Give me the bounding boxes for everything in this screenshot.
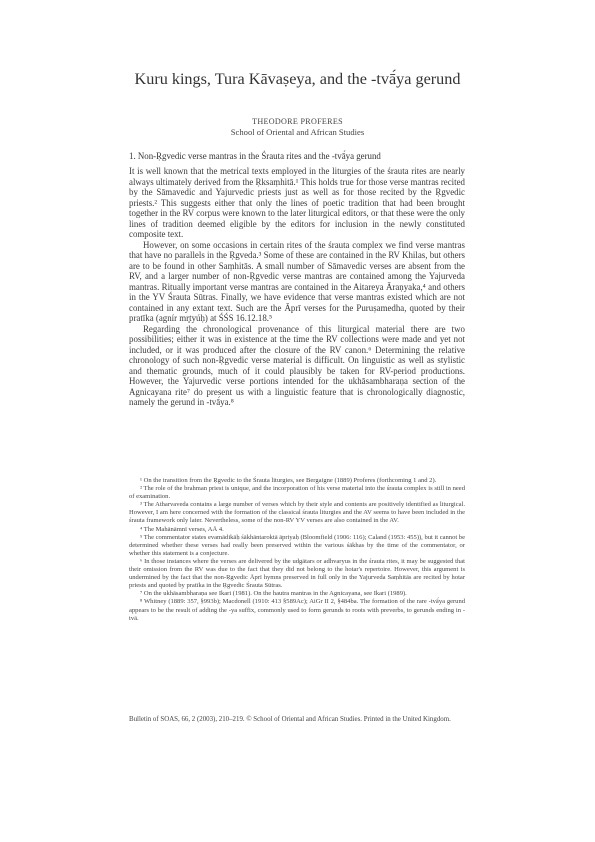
- author-affiliation: School of Oriental and African Studies: [230, 127, 365, 137]
- footnote: ² The role of the brahman priest is unique, and the incorporation of his verse material into the śrauta complex is still in need of examination.: [129, 485, 465, 501]
- article-title: Kuru kings, Tura Kāvaṣeya, and the -tvā́ya gerund: [134, 70, 461, 88]
- footnote: ¹ On the transition from the Ṛgvedic to the Śrauta liturgies, see Bergaigne (1889) Proferes (forthcoming 1 and 2).: [140, 477, 437, 484]
- paragraph: It is well known that the metrical texts employed in the liturgies of the śrauta rites are nearly always ultimately derived from the Ṛksaṃhitā.¹ This holds true for those verse mantras recited by the Sāmavedic and Yajurvedic priests just as well as for those recited by the Ṛgvedic priests.² This suggests either that only the lines of poetic tradition that had been brought together in the RV corpus were known to the later liturgical editors, or that these were the only lines of tradition deemed eligible by the editors for inclusion in the newly constituted composite text.: [129, 166, 465, 239]
- footnote: ⁸ Whitney (1889: 357, §993b); Macdonell (1910: 413 §589Ac); AiGr II 2, §484ba. The formation of the rare -tvā́ya gerund appears to be the result of adding the -ya suffix, commonly used to form gerunds to roots with preverbs, to gerunds ending in -tvā.: [129, 598, 465, 622]
- footnote: ⁴ The Mahānāmnī verses, AĀ 4.: [140, 525, 224, 533]
- footnotes: [129, 477, 465, 623]
- author-name: THEODORE PROFERES: [252, 117, 343, 126]
- body-text: [129, 166, 465, 408]
- footnote: ⁷ On the ukhāsambharaṇa see Ikari (1981). On the hautra mantras in the Agnicayana, see Ikari (1989).: [140, 590, 407, 598]
- paragraph: Regarding the chronological provenance of this liturgical material there are two possibilities; either it was in existence at the time the RV collections were made and yet not included, or it was produced after the closure of the RV canon.⁶ Determining the relative chronology of such non-Ṛgvedic verse material is difficult. On linguistic as well as stylistic and thematic grounds, much of it could plausibly be taken for RV-period productions. However, the Yajurvedic verse portions intended for the ukhāsambharaṇa section of the Agnicayana rite⁷ do present us with a linguistic feature that is chronologically diagnostic, namely the gerund in -tvā́ya.⁸: [129, 323, 465, 407]
- section-heading: 1. Non-Ṛgvedic verse mantras in the Śrauta rites and the -tvā́ya gerund: [129, 151, 381, 161]
- footnote: ⁵ The commentator states evamādikāḥ śākhāntaroktā āpriyaḥ (Bloomfield (1906: 116); Caland (1953: 455)), but it cannot be determined whether these verses had really been preserved within the various śākhas by the time of the commentator, or whether this statement is a conjecture.: [129, 533, 465, 557]
- footnote: ⁶ In those instances where the verses are delivered by the udgātars or adhvaryus in the śrauta rites, it may be suggested that their omission from the RV was due to the fact that they did not belong to the hotar's repertoire. However, this argument is undermined by the fact that the non-Ṛgvedic Āprī hymns preserved in full only in the Yajurveda Saṃhitās are recited by hotar priests and quoted by pratīka in the Ṛgvedic Śrauta Sūtras.: [129, 557, 465, 590]
- paragraph: However, on some occasions in certain rites of the śrauta complex we find verse mantras that have no parallels in the Ṛgveda.³ Some of these are contained in the RV Khilas, but others are to be found in other Saṃhitās. A small number of Sāmavedic verses are absent from the RV, and a larger number of non-Ṛgvedic verse mantras are contained among the Yajurveda mantras. Ritually important verse mantras are contained in the Aitareya Āraṇyaka,⁴ and others in the YV Śrauta Sūtras. Finally, we have evidence that verse mantras existed which are not contained in any extant text. Such are the Āprī verses for the Puruṣamedha, quoted by their pratīka (agnír mr̥tyúḥ) at ŚŚS 16.12.18.⁵: [129, 239, 465, 323]
- journal-citation: Bulletin of SOAS, 66, 2 (2003), 210–219. © School of Oriental and African Studies. Printed in the United Kingdom.: [129, 716, 451, 723]
- footnote: ³ The Atharvaveda contains a large number of verses which by their style and contents are positively identified as liturgical. However, I am here concerned with the formation of the classical śrauta liturgies and the AV seems to have been included in the śrauta framework only later. Nevertheless, some of the non-RV YV verses are also contained in the AV.: [129, 501, 465, 525]
